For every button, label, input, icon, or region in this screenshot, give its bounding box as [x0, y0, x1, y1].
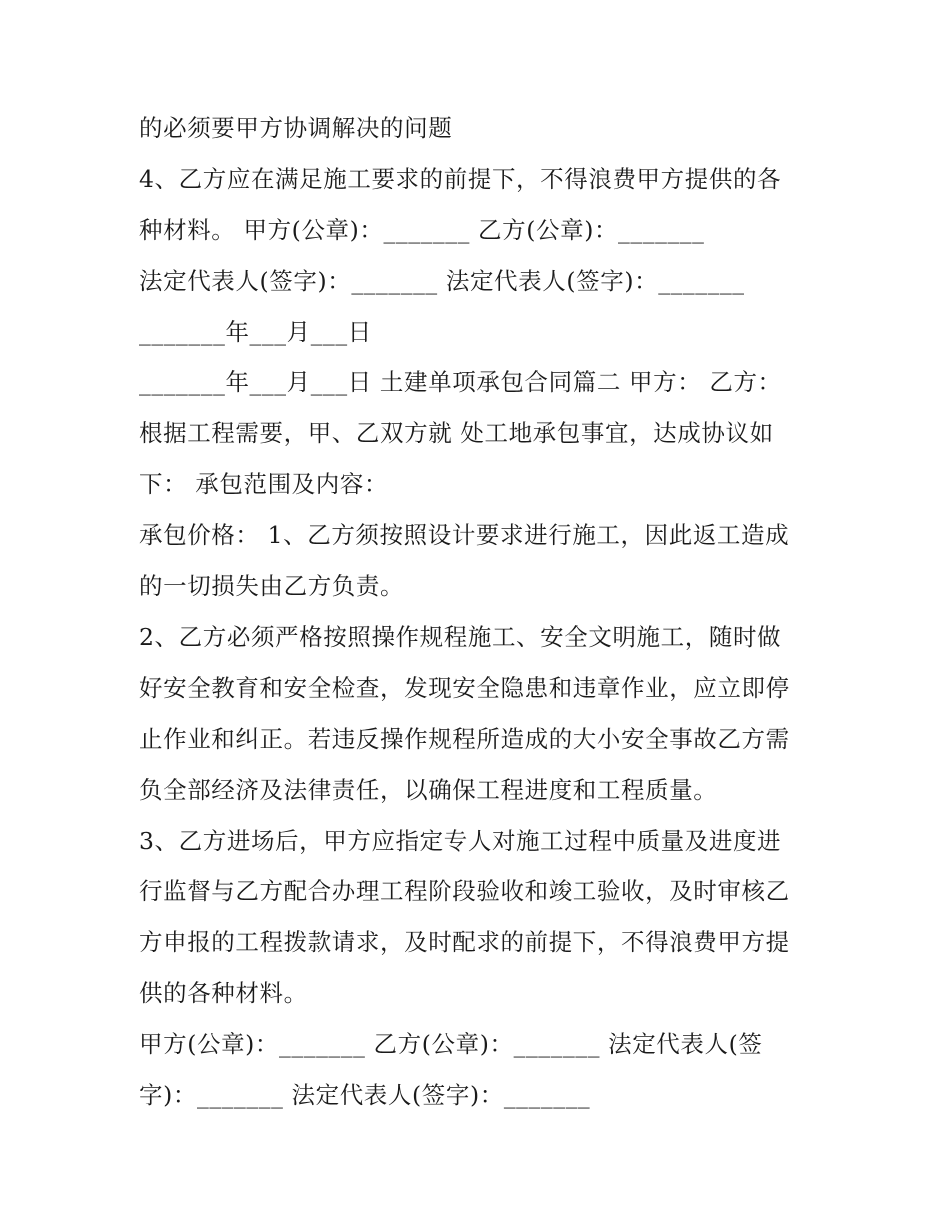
text-line: 字)：_______ 法定代表人(签字)：_______: [139, 1081, 591, 1109]
text-line: 止作业和纠正。若违反操作规程所造成的大小安全事故乙方需: [139, 725, 790, 753]
text-line: _______年___月___日: [139, 318, 372, 346]
text-line: 好安全教育和安全检查，发现安全隐患和违章作业，应立即停: [139, 674, 790, 702]
text-line: 的一切损失由乙方负责。: [139, 572, 405, 600]
text-line: 负全部经济及法律责任，以确保工程进度和工程质量。: [139, 776, 718, 804]
text-line: 下： 承包范围及内容：: [139, 470, 389, 498]
text-line: 的必须要甲方协调解决的问题: [139, 114, 453, 142]
text-line: 承包价格： 1、乙方须按照设计要求进行施工，因此返工造成: [139, 521, 790, 549]
text-line: 3、乙方进场后，甲方应指定专人对施工过程中质量及进度进: [139, 827, 782, 855]
text-line: 供的各种材料。: [139, 979, 308, 1007]
text-line: 行监督与乙方配合办理工程阶段验收和竣工验收，及时审核乙: [139, 877, 790, 905]
text-line: 方申报的工程拨款请求，及时配求的前提下，不得浪费甲方提: [139, 928, 790, 956]
text-line: 根据工程需要，甲、乙双方就 处工地承包事宜，达成协议如: [139, 419, 774, 447]
text-line: 甲方(公章)：_______ 乙方(公章)：_______ 法定代表人(签: [139, 1030, 763, 1058]
text-line: 4、乙方应在满足施工要求的前提下，不得浪费甲方提供的各: [139, 165, 782, 193]
text-line: _______年___月___日 土建单项承包合同篇二 甲方： 乙方：: [139, 368, 782, 396]
text-line: 种材料。 甲方(公章)：_______ 乙方(公章)：_______: [139, 216, 705, 244]
text-line: 2、乙方必须严格按照操作规程施工、安全文明施工，随时做: [139, 623, 782, 651]
text-line: 法定代表人(签字)：_______ 法定代表人(签字)：_______: [139, 267, 745, 295]
